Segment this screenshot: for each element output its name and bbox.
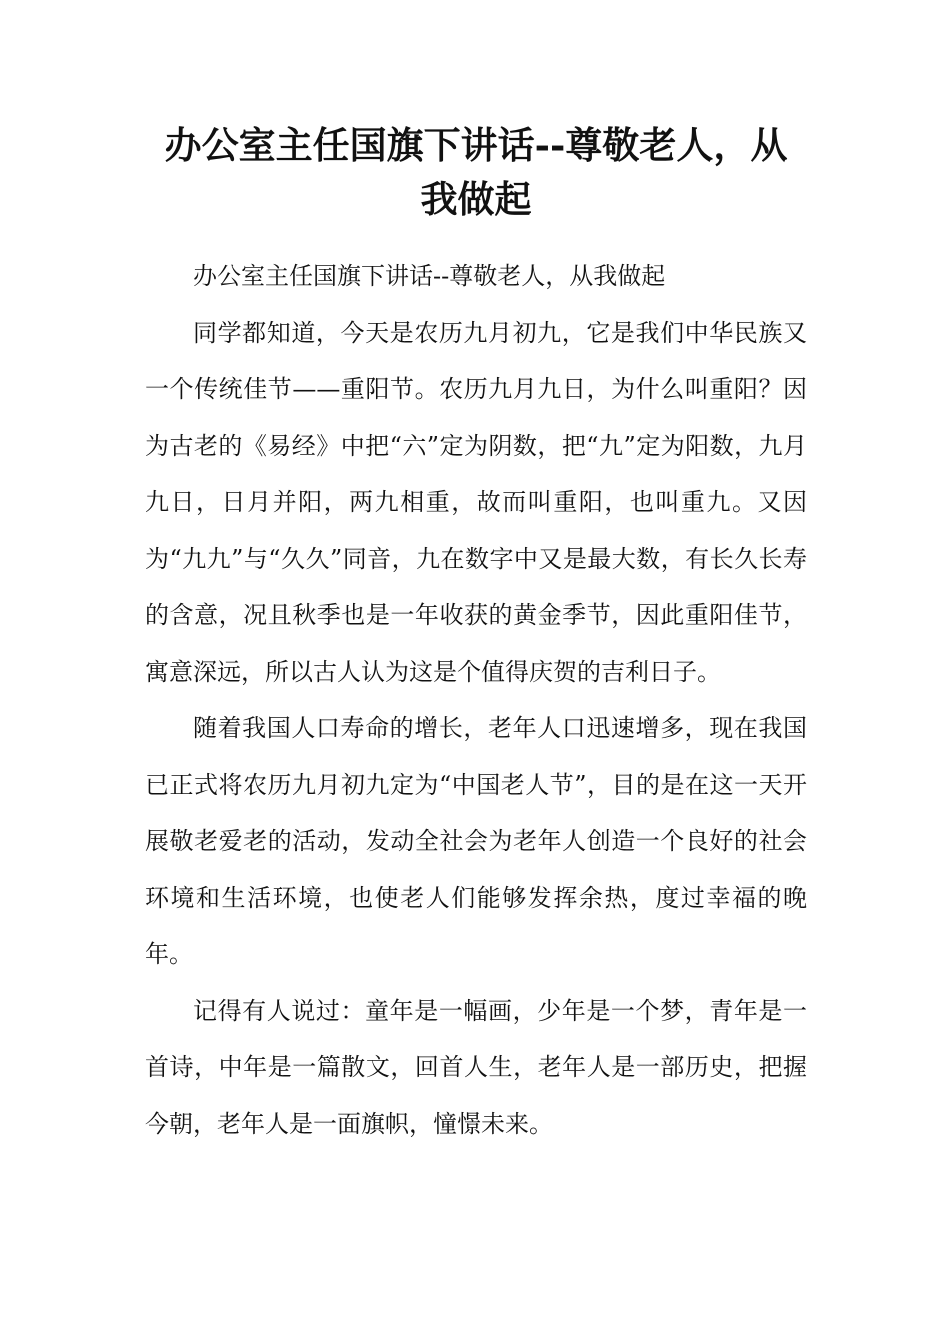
document-body [145,248,807,1152]
paragraph-1: 同学都知道，今天是农历九月初九，它是我们中华民族又一个传统佳节——重阳节。农历九月九日，为什么叫重阳？因为古老的《易经》中把“六”定为阴数，把“九”定为阳数，九月九日，日月并阳，两九相重，故而叫重阳，也叫重九。又因为“九九”与“久久”同音，九在数字中又是最大数，有长久长寿的含意，况且秋季也是一年收获的黄金季节，因此重阳佳节，寓意深远，所以古人认为这是个值得庆贺的吉利日子。 [145,318,807,686]
title-line-2: 我做起 [420,177,532,221]
paragraph-2: 随着我国人口寿命的增长，老年人口迅速增多，现在我国已正式将农历九月初九定为“中国老人节”，目的是在这一天开展敬老爱老的活动，发动全社会为老年人创造一个良好的社会环境和生活环境，也使老人们能够发挥余热，度过幸福的晚年。 [145,714,807,968]
document-content [145,118,807,1152]
paragraph-3: 记得有人说过：童年是一幅画，少年是一个梦，青年是一首诗，中年是一篇散文，回首人生，老年人是一部历史，把握今朝，老年人是一面旗帜，憧憬未来。 [145,996,807,1138]
document-title [145,118,807,226]
paragraph-subtitle: 办公室主任国旗下讲话--尊敬老人，从我做起 [193,262,666,290]
title-line-1: 办公室主任国旗下讲话--尊敬老人，从 [164,123,788,167]
